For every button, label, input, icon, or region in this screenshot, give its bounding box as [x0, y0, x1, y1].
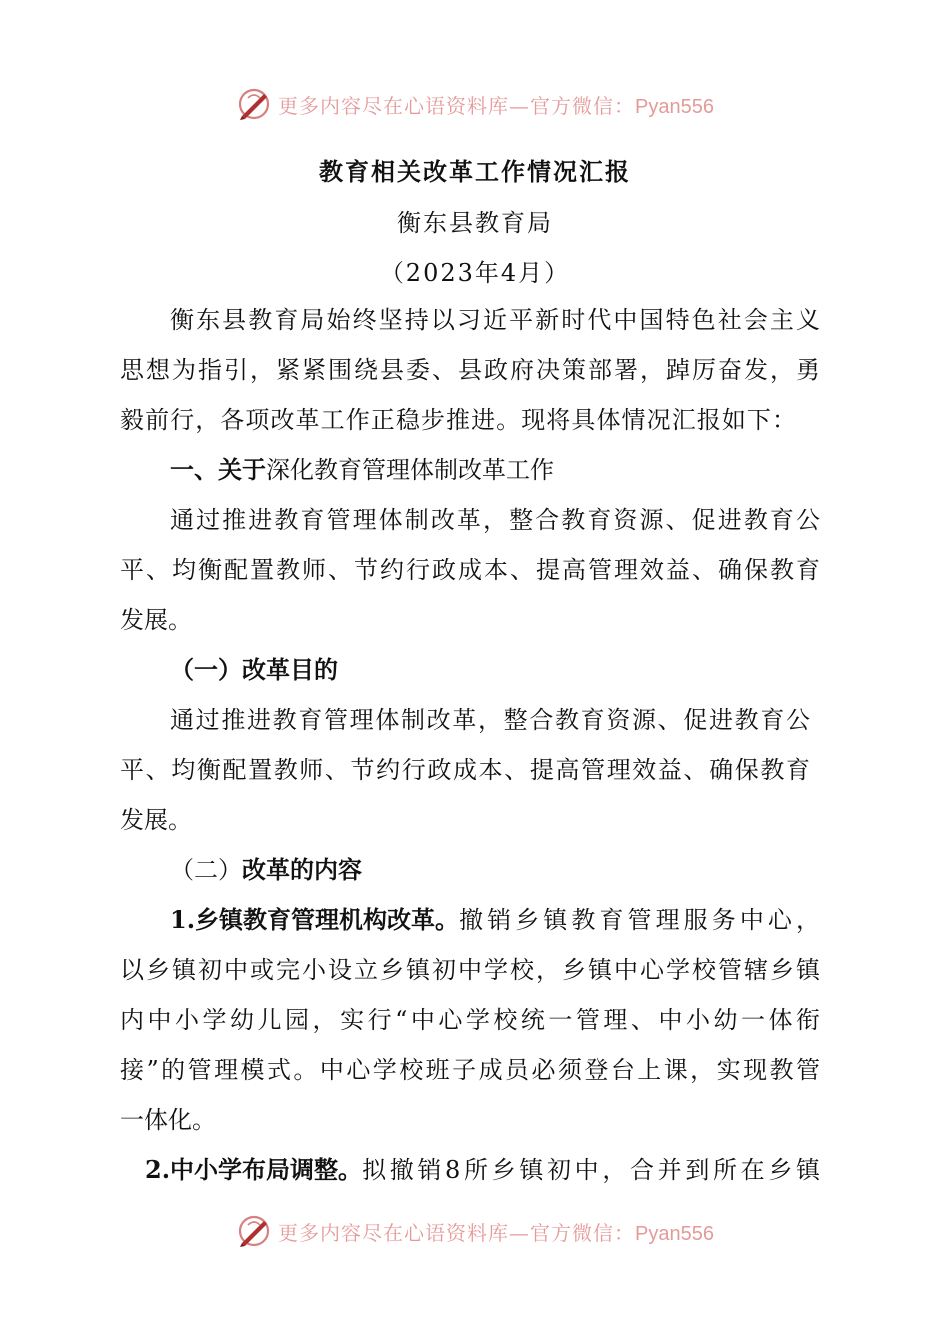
document-date: （2023年4月）	[379, 259, 571, 287]
section1-heading-prefix: 一、关于	[170, 455, 266, 484]
watermark-text: 更多内容尽在心语资料库—官方微信：Pyan556	[278, 93, 714, 118]
subsection2-heading-rest: 改革的内容	[242, 855, 362, 884]
intro-line-2: 思想为指引，紧紧围绕县委、县政府决策部署，踔厉奋发，勇	[120, 356, 820, 384]
item2-line-1	[145, 1154, 820, 1186]
item1-line-3: 内中小学幼儿园，实行“中心学校统一管理、中小幼一体衔	[120, 1006, 820, 1034]
item1-line-1	[170, 904, 820, 936]
document-title: 教育相关改革工作情况汇报	[319, 157, 631, 186]
item1-line-5: 一体化。	[120, 1106, 216, 1134]
subsection1-heading: （一）改革目的	[170, 655, 338, 684]
section1-para-line-3: 发展。	[120, 606, 192, 634]
intro-line-1: 衡东县教育局始终坚持以习近平新时代中国特色社会主义	[170, 306, 820, 334]
subsection2-heading-paren: （二）	[170, 856, 242, 884]
watermark-footer	[0, 1211, 950, 1251]
subsection2-heading	[170, 854, 870, 886]
subsection1-para-line-3: 发展。	[120, 806, 192, 834]
item2-lead: 2.中小学布局调整。	[145, 1155, 363, 1184]
section1-para-line-2: 平、均衡配置教师、节约行政成本、提高管理效益、确保教育	[120, 556, 820, 584]
item1-line1-rest: 撤销乡镇教育管理服务中心，	[459, 906, 820, 934]
pen-logo-icon	[236, 86, 272, 122]
pen-logo-icon	[236, 1213, 272, 1249]
subsection1-para-line-2: 平、均衡配置教师、节约行政成本、提高管理效益、确保教育	[120, 756, 810, 784]
document-author: 衡东县教育局	[397, 209, 553, 237]
section1-heading	[170, 454, 870, 486]
item1-line-2: 以乡镇初中或完小设立乡镇初中学校，乡镇中心学校管辖乡镇	[120, 956, 820, 984]
item1-line-4: 接”的管理模式。中心学校班子成员必须登台上课，实现教管	[120, 1056, 820, 1084]
section1-heading-rest: 深化教育管理体制改革工作	[266, 456, 554, 484]
item1-lead: 1.乡镇教育管理机构改革。	[170, 905, 460, 934]
subsection1-para-line-1: 通过推进教育管理体制改革，整合教育资源、促进教育公	[170, 706, 810, 734]
watermark-text: 更多内容尽在心语资料库—官方微信：Pyan556	[278, 1220, 714, 1245]
section1-para-line-1: 通过推进教育管理体制改革，整合教育资源、促进教育公	[170, 506, 820, 534]
intro-line-3: 毅前行，各项改革工作正稳步推进。现将具体情况汇报如下：	[120, 406, 796, 434]
item2-line1-rest: 拟撤销8所乡镇初中，合并到所在乡镇	[362, 1156, 820, 1184]
watermark-header	[0, 84, 950, 124]
